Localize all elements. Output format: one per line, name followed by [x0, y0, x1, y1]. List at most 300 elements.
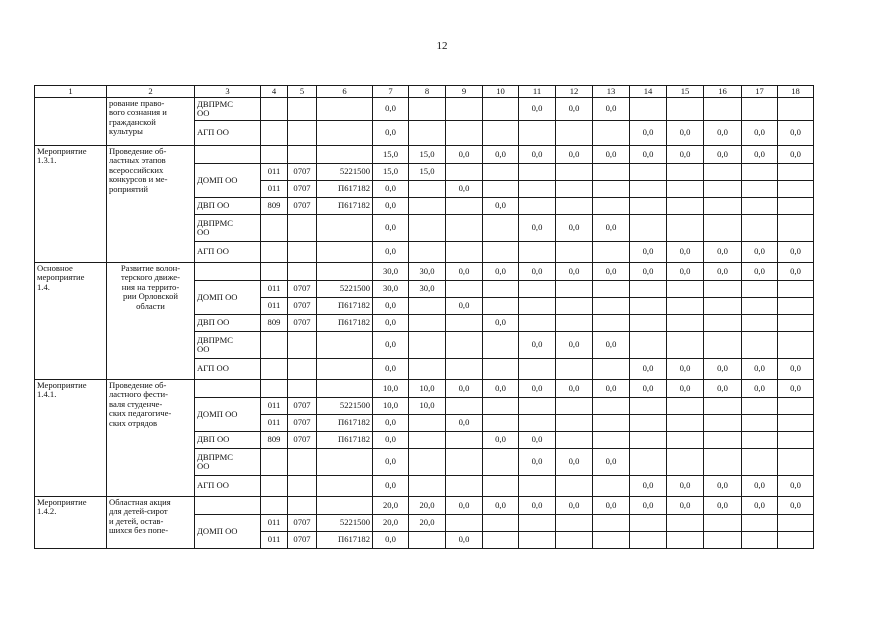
value-cell: [704, 215, 742, 242]
value-cell: 0,0: [519, 215, 556, 242]
value-cell: 0,0: [704, 121, 742, 146]
value-cell: 0,0: [556, 215, 593, 242]
value-cell: [778, 181, 814, 198]
value-cell: 0,0: [373, 449, 409, 476]
value-cell: [519, 359, 556, 380]
value-cell: 15,0: [409, 164, 446, 181]
column-header: 9: [446, 86, 483, 98]
executor-cell: [195, 146, 261, 164]
value-cell: 0,0: [519, 263, 556, 281]
value-cell: 0,0: [742, 476, 778, 497]
event-code-cell: [35, 98, 107, 146]
event-code-cell: Основное мероприятие 1.4.: [35, 263, 107, 380]
value-cell: [667, 449, 704, 476]
value-cell: [483, 98, 519, 121]
value-cell: [556, 476, 593, 497]
value-cell: [742, 298, 778, 315]
value-cell: 0,0: [373, 198, 409, 215]
code-cell: [261, 242, 288, 263]
value-cell: 20,0: [373, 515, 409, 532]
value-cell: [483, 359, 519, 380]
event-code-cell: Мероприятие 1.3.1.: [35, 146, 107, 263]
column-header: 2: [107, 86, 195, 98]
value-cell: 0,0: [519, 146, 556, 164]
value-cell: 0,0: [593, 380, 630, 398]
value-cell: [630, 298, 667, 315]
value-cell: 0,0: [704, 263, 742, 281]
value-cell: [742, 415, 778, 432]
value-cell: [630, 198, 667, 215]
value-cell: [667, 181, 704, 198]
value-cell: 0,0: [556, 146, 593, 164]
value-cell: [446, 215, 483, 242]
value-cell: [593, 181, 630, 198]
column-header: 7: [373, 86, 409, 98]
value-cell: [630, 432, 667, 449]
executor-cell: ДОМП ОО: [195, 281, 261, 315]
value-cell: 0,0: [373, 98, 409, 121]
code-cell: 0707: [288, 515, 317, 532]
executor-cell: АГП ОО: [195, 121, 261, 146]
value-cell: [667, 164, 704, 181]
value-cell: [742, 332, 778, 359]
column-header: 8: [409, 86, 446, 98]
value-cell: 0,0: [373, 332, 409, 359]
code-cell: 5221500: [317, 515, 373, 532]
value-cell: [704, 532, 742, 549]
value-cell: 0,0: [630, 146, 667, 164]
value-cell: [446, 242, 483, 263]
value-cell: [556, 515, 593, 532]
value-cell: [446, 332, 483, 359]
value-cell: [446, 121, 483, 146]
value-cell: [446, 198, 483, 215]
value-cell: 0,0: [593, 449, 630, 476]
value-cell: [704, 332, 742, 359]
value-cell: [704, 164, 742, 181]
value-cell: 0,0: [778, 476, 814, 497]
executor-cell: [195, 497, 261, 515]
code-cell: [288, 263, 317, 281]
column-header: 5: [288, 86, 317, 98]
value-cell: [556, 242, 593, 263]
value-cell: 0,0: [373, 215, 409, 242]
value-cell: 10,0: [373, 398, 409, 415]
code-cell: 0707: [288, 398, 317, 415]
code-cell: П617182: [317, 298, 373, 315]
value-cell: [630, 515, 667, 532]
value-cell: 0,0: [704, 476, 742, 497]
code-cell: [288, 332, 317, 359]
value-cell: [742, 432, 778, 449]
code-cell: П617182: [317, 181, 373, 198]
value-cell: [556, 281, 593, 298]
value-cell: [742, 164, 778, 181]
value-cell: 0,0: [778, 146, 814, 164]
value-cell: [778, 515, 814, 532]
column-header: 4: [261, 86, 288, 98]
event-code-cell: Мероприятие 1.4.1.: [35, 380, 107, 497]
value-cell: [704, 298, 742, 315]
value-cell: [446, 476, 483, 497]
code-cell: 0707: [288, 198, 317, 215]
value-cell: 0,0: [667, 380, 704, 398]
value-cell: 0,0: [446, 146, 483, 164]
value-cell: 0,0: [667, 497, 704, 515]
value-cell: 0,0: [630, 121, 667, 146]
value-cell: 0,0: [556, 332, 593, 359]
value-cell: [667, 198, 704, 215]
value-cell: [667, 532, 704, 549]
value-cell: [593, 532, 630, 549]
value-cell: [556, 121, 593, 146]
value-cell: [556, 198, 593, 215]
code-cell: [261, 476, 288, 497]
code-cell: [317, 263, 373, 281]
event-code-cell: Мероприятие 1.4.2.: [35, 497, 107, 549]
value-cell: [593, 121, 630, 146]
executor-cell: АГП ОО: [195, 242, 261, 263]
column-header: 11: [519, 86, 556, 98]
code-cell: [317, 98, 373, 121]
code-cell: [288, 146, 317, 164]
value-cell: [519, 298, 556, 315]
code-cell: 5221500: [317, 398, 373, 415]
column-header: 3: [195, 86, 261, 98]
value-cell: 0,0: [446, 532, 483, 549]
value-cell: 0,0: [704, 359, 742, 380]
value-cell: 0,0: [667, 359, 704, 380]
value-cell: 0,0: [704, 380, 742, 398]
value-cell: [593, 242, 630, 263]
value-cell: [667, 332, 704, 359]
code-cell: 809: [261, 432, 288, 449]
code-cell: [317, 359, 373, 380]
value-cell: 0,0: [742, 121, 778, 146]
value-cell: [593, 198, 630, 215]
value-cell: [556, 164, 593, 181]
value-cell: [556, 181, 593, 198]
value-cell: [630, 449, 667, 476]
value-cell: [778, 449, 814, 476]
code-cell: [261, 449, 288, 476]
value-cell: 0,0: [556, 497, 593, 515]
value-cell: [630, 164, 667, 181]
column-header: 15: [667, 86, 704, 98]
value-cell: [630, 332, 667, 359]
value-cell: [704, 98, 742, 121]
value-cell: [446, 164, 483, 181]
column-header: 16: [704, 86, 742, 98]
value-cell: [704, 415, 742, 432]
value-cell: [630, 315, 667, 332]
value-cell: [593, 164, 630, 181]
event-description-cell: Областная акция для детей-сирот и детей, остав- шихся без попе-: [107, 497, 195, 549]
event-description-cell: Проведение об- ластного фести- валя студенче- ских педагогиче- ских отрядов: [107, 380, 195, 497]
value-cell: 0,0: [704, 146, 742, 164]
code-cell: [288, 242, 317, 263]
value-cell: [742, 181, 778, 198]
value-cell: [630, 181, 667, 198]
executor-cell: [195, 263, 261, 281]
value-cell: 0,0: [446, 263, 483, 281]
value-cell: 0,0: [373, 415, 409, 432]
value-cell: 0,0: [630, 380, 667, 398]
value-cell: 0,0: [667, 476, 704, 497]
code-cell: 0707: [288, 315, 317, 332]
value-cell: [446, 515, 483, 532]
value-cell: 0,0: [446, 181, 483, 198]
value-cell: 0,0: [373, 315, 409, 332]
column-header: 14: [630, 86, 667, 98]
value-cell: [667, 315, 704, 332]
code-cell: 011: [261, 181, 288, 198]
value-cell: [704, 432, 742, 449]
value-cell: [778, 98, 814, 121]
value-cell: 0,0: [519, 449, 556, 476]
code-cell: [261, 215, 288, 242]
value-cell: [483, 181, 519, 198]
value-cell: 15,0: [373, 164, 409, 181]
value-cell: [409, 359, 446, 380]
code-cell: [288, 476, 317, 497]
executor-cell: ДВПРМС ОО: [195, 449, 261, 476]
value-cell: [742, 281, 778, 298]
value-cell: [519, 121, 556, 146]
value-cell: 0,0: [742, 146, 778, 164]
column-header: 13: [593, 86, 630, 98]
value-cell: 0,0: [483, 380, 519, 398]
value-cell: [519, 198, 556, 215]
value-cell: [667, 215, 704, 242]
value-cell: [556, 398, 593, 415]
value-cell: [483, 298, 519, 315]
event-description-cell: Развитие волон- терского движе- ния на террито- рии Орловской области: [107, 263, 195, 380]
value-cell: [409, 242, 446, 263]
value-cell: 0,0: [483, 315, 519, 332]
value-cell: [778, 298, 814, 315]
value-cell: [630, 415, 667, 432]
value-cell: 0,0: [742, 380, 778, 398]
value-cell: [593, 315, 630, 332]
code-cell: 5221500: [317, 281, 373, 298]
value-cell: [519, 515, 556, 532]
value-cell: [483, 242, 519, 263]
value-cell: 0,0: [704, 497, 742, 515]
value-cell: [483, 281, 519, 298]
column-header: 1: [35, 86, 107, 98]
value-cell: [446, 281, 483, 298]
value-cell: 0,0: [593, 98, 630, 121]
table-header-row: [35, 86, 814, 98]
value-cell: 0,0: [630, 497, 667, 515]
code-cell: 011: [261, 415, 288, 432]
value-cell: [556, 315, 593, 332]
value-cell: 0,0: [742, 263, 778, 281]
value-cell: [409, 532, 446, 549]
value-cell: [409, 315, 446, 332]
code-cell: 0707: [288, 181, 317, 198]
value-cell: 20,0: [409, 497, 446, 515]
value-cell: 0,0: [630, 242, 667, 263]
value-cell: 30,0: [409, 281, 446, 298]
value-cell: [742, 198, 778, 215]
value-cell: [630, 532, 667, 549]
value-cell: 0,0: [667, 242, 704, 263]
code-cell: П617182: [317, 415, 373, 432]
value-cell: [742, 398, 778, 415]
column-header: 18: [778, 86, 814, 98]
value-cell: [778, 315, 814, 332]
code-cell: 0707: [288, 432, 317, 449]
code-cell: [317, 497, 373, 515]
value-cell: [519, 532, 556, 549]
code-cell: [288, 380, 317, 398]
value-cell: [778, 398, 814, 415]
value-cell: [667, 398, 704, 415]
value-cell: [483, 532, 519, 549]
value-cell: [742, 532, 778, 549]
code-cell: П617182: [317, 315, 373, 332]
value-cell: 15,0: [409, 146, 446, 164]
value-cell: [593, 281, 630, 298]
value-cell: 0,0: [593, 215, 630, 242]
value-cell: 0,0: [778, 242, 814, 263]
value-cell: [519, 315, 556, 332]
code-cell: 0707: [288, 281, 317, 298]
code-cell: 0707: [288, 532, 317, 549]
executor-cell: ДОМП ОО: [195, 164, 261, 198]
value-cell: [778, 332, 814, 359]
value-cell: [704, 181, 742, 198]
value-cell: [556, 415, 593, 432]
value-cell: 0,0: [630, 263, 667, 281]
value-cell: [778, 281, 814, 298]
executor-cell: АГП ОО: [195, 476, 261, 497]
value-cell: [630, 98, 667, 121]
value-cell: [483, 476, 519, 497]
value-cell: [704, 281, 742, 298]
code-cell: [288, 449, 317, 476]
executor-cell: ДВП ОО: [195, 315, 261, 332]
value-cell: [483, 121, 519, 146]
value-cell: [483, 164, 519, 181]
value-cell: [409, 476, 446, 497]
value-cell: 0,0: [667, 146, 704, 164]
value-cell: [519, 476, 556, 497]
value-cell: [483, 215, 519, 242]
value-cell: 0,0: [519, 332, 556, 359]
value-cell: 0,0: [483, 432, 519, 449]
column-header: 17: [742, 86, 778, 98]
value-cell: [593, 415, 630, 432]
value-cell: [742, 98, 778, 121]
value-cell: [742, 315, 778, 332]
value-cell: [446, 449, 483, 476]
code-cell: [317, 242, 373, 263]
value-cell: [409, 181, 446, 198]
code-cell: [261, 263, 288, 281]
code-cell: [261, 380, 288, 398]
value-cell: [519, 415, 556, 432]
value-cell: 0,0: [742, 497, 778, 515]
value-cell: 0,0: [519, 98, 556, 121]
value-cell: 0,0: [373, 432, 409, 449]
executor-cell: ДВПРМС ОО: [195, 98, 261, 121]
value-cell: 0,0: [373, 121, 409, 146]
value-cell: [519, 164, 556, 181]
table-row: [35, 98, 814, 121]
value-cell: [446, 315, 483, 332]
value-cell: 0,0: [593, 263, 630, 281]
code-cell: [317, 215, 373, 242]
value-cell: 0,0: [556, 449, 593, 476]
value-cell: 0,0: [667, 121, 704, 146]
code-cell: 011: [261, 532, 288, 549]
table-row: [35, 497, 814, 515]
value-cell: 0,0: [778, 121, 814, 146]
value-cell: [483, 449, 519, 476]
value-cell: 0,0: [704, 242, 742, 263]
value-cell: [409, 298, 446, 315]
column-header: 12: [556, 86, 593, 98]
value-cell: [667, 98, 704, 121]
code-cell: [261, 359, 288, 380]
value-cell: 0,0: [446, 497, 483, 515]
value-cell: [409, 432, 446, 449]
value-cell: [519, 398, 556, 415]
value-cell: [704, 315, 742, 332]
value-cell: 10,0: [373, 380, 409, 398]
code-cell: [288, 497, 317, 515]
value-cell: [593, 515, 630, 532]
value-cell: [409, 121, 446, 146]
code-cell: 809: [261, 198, 288, 215]
value-cell: 0,0: [373, 181, 409, 198]
value-cell: [704, 449, 742, 476]
value-cell: [778, 415, 814, 432]
budget-table: [34, 85, 814, 549]
value-cell: 30,0: [373, 281, 409, 298]
executor-cell: ДОМП ОО: [195, 398, 261, 432]
value-cell: [778, 164, 814, 181]
value-cell: [704, 198, 742, 215]
value-cell: [593, 398, 630, 415]
value-cell: 0,0: [630, 476, 667, 497]
code-cell: 0707: [288, 164, 317, 181]
value-cell: [409, 198, 446, 215]
code-cell: [288, 98, 317, 121]
code-cell: [261, 332, 288, 359]
value-cell: [630, 281, 667, 298]
code-cell: 011: [261, 398, 288, 415]
value-cell: [409, 215, 446, 242]
value-cell: [778, 532, 814, 549]
table-row: [35, 146, 814, 164]
value-cell: [667, 281, 704, 298]
value-cell: 0,0: [519, 497, 556, 515]
value-cell: 20,0: [373, 497, 409, 515]
value-cell: [446, 398, 483, 415]
value-cell: 30,0: [409, 263, 446, 281]
value-cell: 0,0: [446, 298, 483, 315]
code-cell: [317, 121, 373, 146]
value-cell: [409, 449, 446, 476]
executor-cell: ДВП ОО: [195, 432, 261, 449]
code-cell: 0707: [288, 415, 317, 432]
value-cell: 0,0: [446, 415, 483, 432]
value-cell: [556, 298, 593, 315]
